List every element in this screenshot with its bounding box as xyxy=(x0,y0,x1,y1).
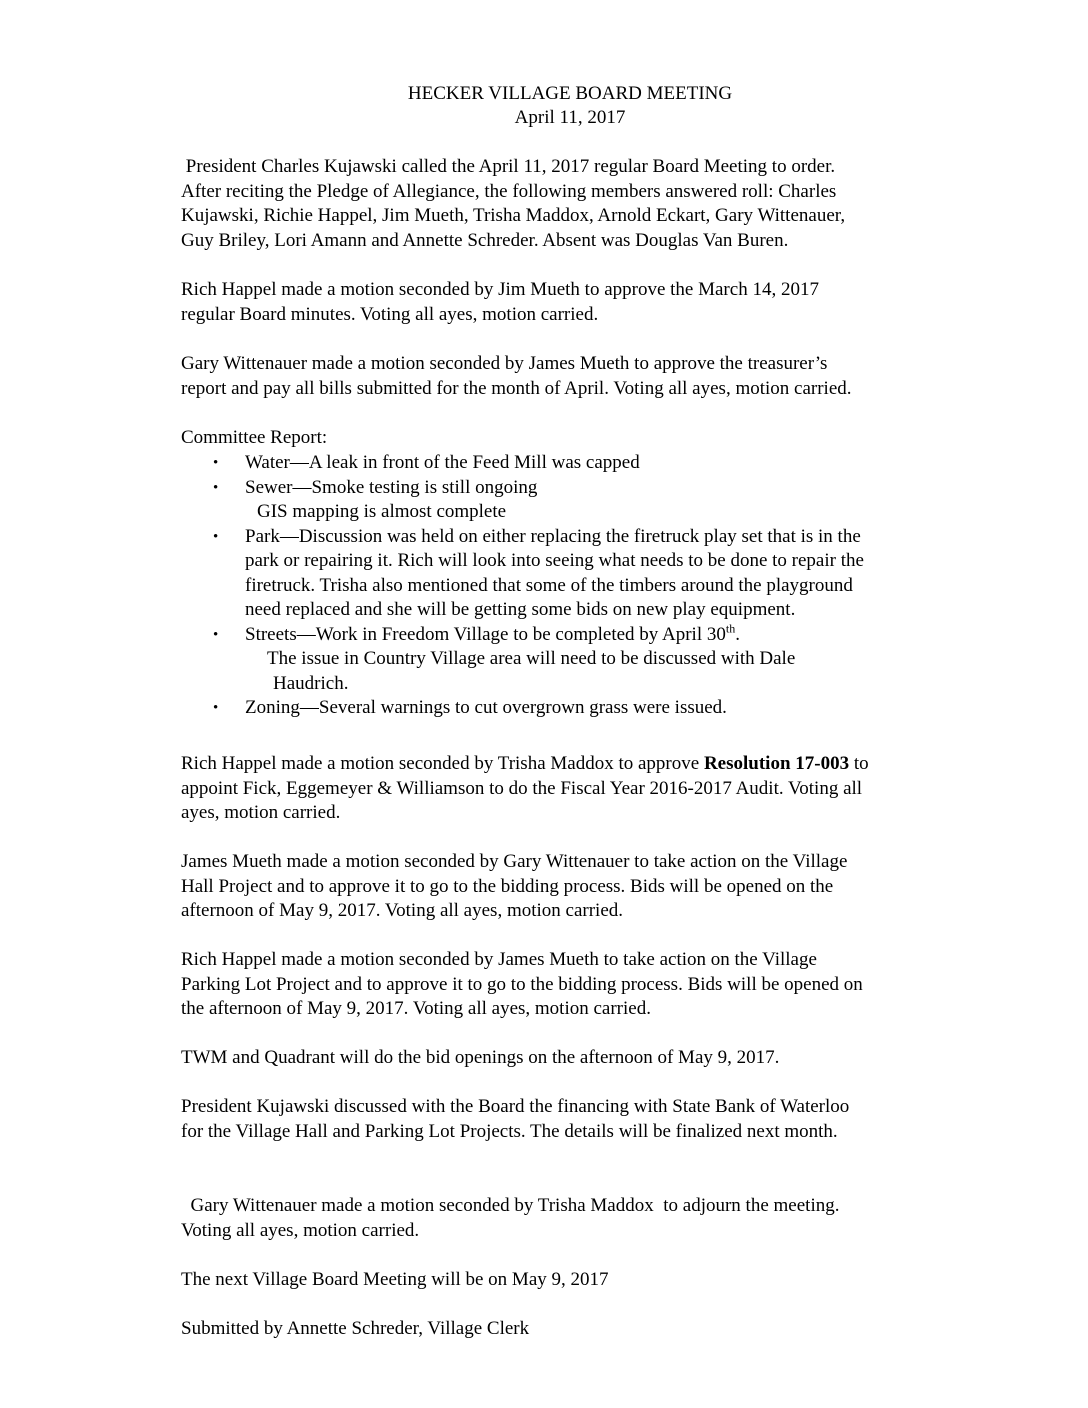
parking-motion-paragraph xyxy=(181,948,981,1022)
text-line: regular Board minutes. Voting all ayes, motion carried. xyxy=(181,303,599,325)
text-line: Parking Lot Project and to approve it to go to the bidding process. Bids will be opened on xyxy=(181,973,863,995)
list-item-text: Water—A leak in front of the Feed Mill was capped xyxy=(245,452,640,473)
text-line: afternoon of May 9, 2017. Voting all ayes, motion carried. xyxy=(181,900,624,921)
list-item-text: Park—Discussion was held on either replacing the firetruck play set that is in the xyxy=(245,525,861,547)
text-line: report and pay all bills submitted for the month of April. Voting all ayes, motion carried. xyxy=(181,377,852,399)
list-item-continuation: Haudrich. xyxy=(273,672,349,694)
text-line: James Mueth made a motion seconded by Gary Wittenauer to take action on the Village xyxy=(181,851,848,872)
text-run: Rich Happel made a motion seconded by Trisha Maddox to approve xyxy=(181,753,704,774)
list-item-text-end: . xyxy=(735,623,740,645)
text-line: ayes, motion carried. xyxy=(181,802,341,823)
list-item-continuation: park or repairing it. Rich will look into seeing what needs to be done to repair the xyxy=(245,550,864,571)
list-item-text: Sewer—Smoke testing is still ongoing xyxy=(245,476,538,498)
list-item-text: Streets—Work in Freedom Village to be completed by April 30 xyxy=(245,623,726,645)
financing-paragraph xyxy=(181,1095,981,1144)
resolution-number: Resolution 17-003 xyxy=(703,753,850,774)
list-item-continuation: firetruck. Trisha also mentioned that some of the timbers around the playground xyxy=(245,574,853,596)
list-item-zoning xyxy=(181,696,1001,721)
list-item-text: Zoning—Several warnings to cut overgrown grass were issued. xyxy=(245,697,727,718)
text-line: After reciting the Pledge of Allegiance, the following members answered roll: Charles xyxy=(181,180,837,202)
text-line: President Kujawski discussed with the Board the financing with State Bank of Waterloo xyxy=(181,1096,850,1117)
text-line: Guy Briley, Lori Amann and Annette Schreder. Absent was Douglas Van Buren. xyxy=(181,229,789,251)
list-item-water xyxy=(181,451,1001,476)
bullet-icon: • xyxy=(213,626,219,643)
resolution-motion-paragraph xyxy=(181,752,981,826)
bullet-icon: • xyxy=(213,700,219,716)
bullet-icon: • xyxy=(213,479,219,496)
text-line: Voting all ayes, motion carried. xyxy=(181,1219,420,1241)
text-line: appoint Fick, Eggemeyer & Williamson to do the Fiscal Year 2016-2017 Audit. Voting all xyxy=(181,777,863,799)
meeting-date: April 11, 2017 xyxy=(514,107,626,128)
text-line: Gary Wittenauer made a motion seconded by James Mueth to approve the treasurer’s xyxy=(181,353,828,374)
list-item-streets xyxy=(181,623,1001,648)
next-meeting-paragraph: The next Village Board Meeting will be on May 9, 2017 xyxy=(181,1269,609,1290)
text-line: for the Village Hall and Parking Lot Projects. The details will be finalized next month. xyxy=(181,1120,838,1142)
list-item-sewer xyxy=(181,476,1001,501)
bullet-icon: • xyxy=(213,528,219,545)
text-line: Kujawski, Richie Happel, Jim Mueth, Trisha Maddox, Arnold Eckart, Gary Wittenauer, xyxy=(181,205,846,226)
committee-report-heading: Committee Report: xyxy=(181,427,328,448)
hall-motion-paragraph xyxy=(181,850,981,924)
submitted-by-paragraph: Submitted by Annette Schreder, Village Clerk xyxy=(181,1318,530,1339)
intro-paragraph xyxy=(181,155,981,253)
text-line: the afternoon of May 9, 2017. Voting all ayes, motion carried. xyxy=(181,998,651,1019)
treasurer-motion-paragraph xyxy=(181,352,981,401)
text-line: Rich Happel made a motion seconded by James Mueth to take action on the Village xyxy=(181,949,817,970)
minutes-motion-paragraph xyxy=(181,278,981,327)
list-item-park xyxy=(181,525,1001,550)
document-title: HECKER VILLAGE BOARD MEETING xyxy=(407,83,733,104)
bid-openings-paragraph: TWM and Quadrant will do the bid openings on the afternoon of May 9, 2017. xyxy=(181,1047,780,1068)
adjourn-paragraph xyxy=(181,1194,981,1243)
text-line: Gary Wittenauer made a motion seconded by Trisha Maddox to adjourn the meeting. xyxy=(181,1195,840,1216)
ordinal-suffix: th xyxy=(725,621,736,636)
text-line xyxy=(181,752,981,777)
list-item-continuation: The issue in Country Village area will need to be discussed with Dale xyxy=(267,648,796,669)
bullet-icon: • xyxy=(213,455,219,471)
text-line: Rich Happel made a motion seconded by Jim Mueth to approve the March 14, 2017 xyxy=(181,279,819,300)
list-item-continuation: need replaced and she will be getting some bids on new play equipment. xyxy=(245,599,796,620)
text-line: President Charles Kujawski called the April 11, 2017 regular Board Meeting to order. xyxy=(181,156,836,177)
committee-report-list xyxy=(181,451,1001,721)
list-item-continuation: GIS mapping is almost complete xyxy=(257,501,507,522)
text-line: Hall Project and to approve it to go to the bidding process. Bids will be opened on the xyxy=(181,875,834,897)
text-run: to xyxy=(849,753,869,774)
